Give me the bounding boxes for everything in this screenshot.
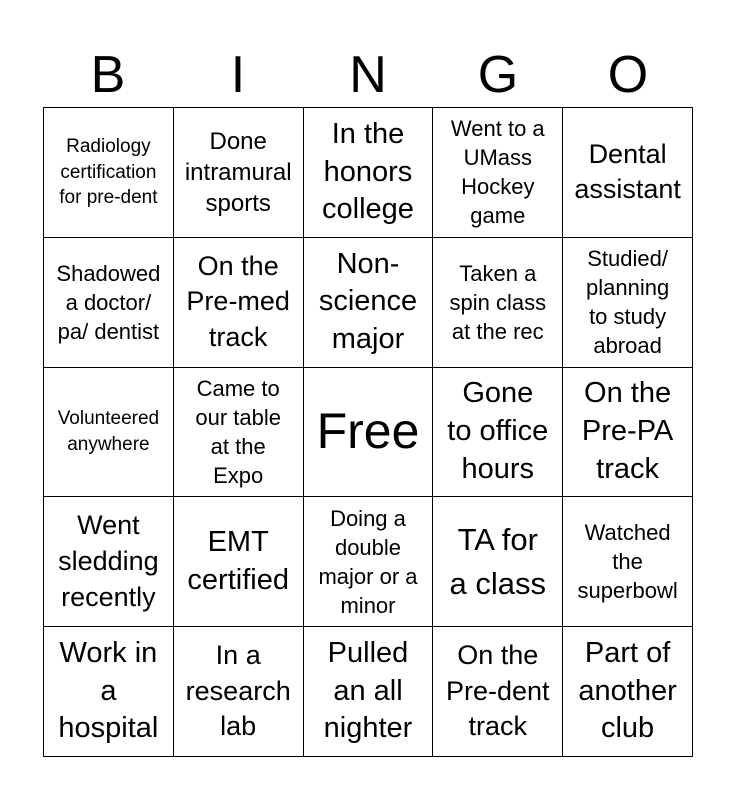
bingo-cell-label: Gone to office hours <box>447 377 549 485</box>
bingo-cell-label: On the Pre-med track <box>186 250 290 352</box>
bingo-cell[interactable] <box>174 108 304 238</box>
bingo-cell-label: Went to a UMass Hockey game <box>450 116 545 229</box>
bingo-cell[interactable] <box>433 108 563 238</box>
bingo-cell[interactable] <box>44 108 174 238</box>
bingo-cell-label: Pulled an all nighter <box>323 637 413 745</box>
bingo-cell[interactable] <box>563 627 693 757</box>
bingo-cell[interactable] <box>174 627 304 757</box>
bingo-cell[interactable] <box>304 497 434 627</box>
bingo-cell-label: On the Pre-PA track <box>581 377 674 485</box>
bingo-cell-label: Shadowed a doctor/ pa/ dentist <box>56 260 161 344</box>
bingo-cell[interactable] <box>433 627 563 757</box>
header-letter-i: I <box>230 46 246 104</box>
bingo-grid <box>43 107 693 757</box>
bingo-cell-label: Work in a hospital <box>58 637 159 745</box>
header-letter-o: O <box>607 46 649 104</box>
free-space-cell[interactable] <box>304 368 434 498</box>
bingo-cell-label: Came to our table at the Expo <box>195 375 281 489</box>
bingo-cell-label: Doing a double major or a minor <box>318 505 418 618</box>
bingo-cell-label: Dental assistant <box>574 138 681 205</box>
bingo-header <box>43 44 693 106</box>
bingo-cell-label: On the Pre-dent track <box>446 640 550 742</box>
bingo-cell[interactable] <box>304 238 434 368</box>
bingo-cell[interactable] <box>44 238 174 368</box>
bingo-cell[interactable] <box>563 497 693 627</box>
bingo-cell[interactable] <box>304 108 434 238</box>
bingo-cell-label: Taken a spin class at the rec <box>449 260 547 344</box>
bingo-cell-label: Volunteered anywhere <box>57 408 160 455</box>
header-letter-g: G <box>477 46 519 104</box>
header-letter-n: N <box>349 46 387 104</box>
bingo-cell[interactable] <box>44 497 174 627</box>
bingo-cell[interactable] <box>433 238 563 368</box>
bingo-cell-label: In the honors college <box>322 117 414 226</box>
header-letter-b: B <box>90 46 126 104</box>
bingo-cell-label: Non- science major <box>318 247 418 356</box>
bingo-cell[interactable] <box>563 108 693 238</box>
bingo-cell[interactable] <box>563 238 693 368</box>
free-space-label: Free <box>316 403 420 460</box>
bingo-cell-label: Watched the superbowl <box>577 520 678 604</box>
bingo-cell-label: Radiology certification for pre-dent <box>59 135 158 209</box>
bingo-cell[interactable] <box>174 238 304 368</box>
bingo-cell-label: EMT certified <box>187 526 289 596</box>
bingo-cell-label: TA for a class <box>449 521 547 601</box>
bingo-cell-label: Done intramural sports <box>184 127 292 217</box>
bingo-cell[interactable] <box>433 368 563 498</box>
bingo-cell-label: Studied/ planning to study abroad <box>586 246 670 359</box>
bingo-cell[interactable] <box>44 627 174 757</box>
bingo-cell-label: Went sledding recently <box>58 510 159 612</box>
bingo-cell-label: In a research lab <box>185 640 291 742</box>
bingo-cell[interactable] <box>433 497 563 627</box>
bingo-cell[interactable] <box>563 368 693 498</box>
bingo-cell[interactable] <box>304 627 434 757</box>
bingo-cell[interactable] <box>174 368 304 498</box>
bingo-cell[interactable] <box>44 368 174 498</box>
bingo-cell[interactable] <box>174 497 304 627</box>
bingo-cell-label: Part of another club <box>578 637 677 745</box>
